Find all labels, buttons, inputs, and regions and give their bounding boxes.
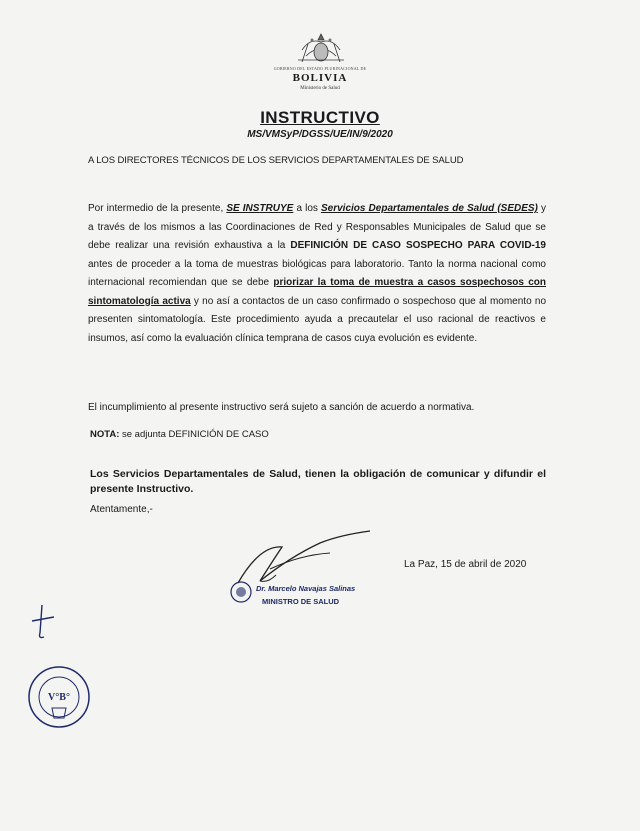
country-name: BOLIVIA (292, 72, 348, 84)
approval-stamp-icon (26, 664, 92, 730)
signer-role: MINISTRO DE SALUD (262, 597, 340, 606)
body-text: y a través de los mismos a las Coordinaciones de Red y Responsables Municipales de Salud que se debe realizar una revisión exhaustiva a la (88, 203, 547, 251)
country-caption: GOBIERNO DEL ESTADO PLURINACIONAL DE (273, 66, 367, 71)
document-title: INSTRUCTIVO (260, 108, 380, 127)
note-text: se adjunta DEFINICIÓN DE CASO (119, 429, 269, 440)
note-label: NOTA: (90, 429, 120, 440)
ministry-name: Ministerio de Salud (300, 86, 340, 91)
document-code: MS/VMSyP/DGSS/UE/IN/9/2020 (247, 129, 393, 140)
body-text: y no así a contactos de un caso confirmado o sospechoso que al momento no presenten sintomatología. Este procedimiento ayuda a precautelar el uso racional de reactivos e insumos, así como la evaluación clínica temprana de casos cuya evolución es evidente. (88, 295, 547, 344)
coat-of-arms-icon (288, 30, 354, 70)
ministry-seal-icon (229, 580, 253, 604)
definicion-text: DEFINICIÓN DE CASO SOSPECHO PARA COVID-19 (290, 240, 546, 251)
body-text: antes de proceder a la toma de muestras biológicas para laboratorio. Tanto la norma nacional como internacional recomiendan que se debe (88, 258, 546, 288)
body-paragraph (88, 200, 546, 348)
handwritten-initials-icon (28, 603, 60, 643)
body-text: Por intermedio de la presente, (88, 203, 227, 214)
body-text: a los (293, 203, 321, 214)
priorizar-text: priorizar la toma de muestra a casos sospechosos con sintomatología activa (88, 277, 547, 307)
sedes-text: Servicios Departamentales de Salud (SEDES) (320, 203, 538, 214)
note-line (90, 429, 550, 440)
signer-name: Dr. Marcelo Navajas Salinas (256, 584, 356, 593)
stamp-text: V°B° (48, 692, 70, 703)
obligation-paragraph: Los Servicios Departamentales de Salud, tienen la obligación de comunicar y difundir el presente Instructivo. (90, 468, 546, 495)
instruye-text: SE INSTRUYE (226, 203, 294, 214)
sanction-line: El incumplimiento al presente instructivo será sujeto a sanción de acuerdo a normativa. (88, 402, 475, 413)
place-date: La Paz, 15 de abril de 2020 (404, 559, 527, 570)
closing-line: Atentamente,- (90, 504, 153, 515)
recipient-line: A LOS DIRECTORES TÉCNICOS DE LOS SERVICIOS DEPARTAMENTALES DE SALUD (88, 155, 464, 166)
